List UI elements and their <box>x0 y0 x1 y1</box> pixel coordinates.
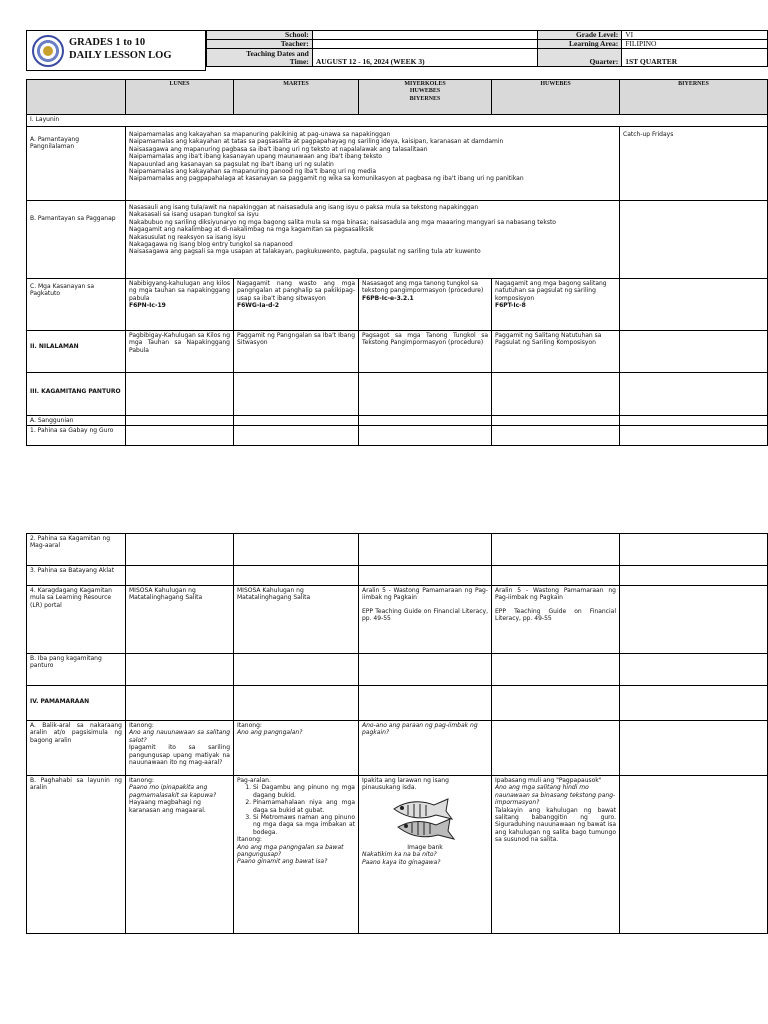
content-standard-line: Naipamamalas ang kakayahan at tatas sa pagsasalita at pagpapahayag ng sariling ideya, kaisipan, karanasan at damdamin <box>129 138 504 146</box>
lr-portal-miyerkoles-aralin: Aralin 5 - Wastong Pamamaraan ng Pag-iimbak ng Pagkain <box>362 587 488 602</box>
nilalaman-huwebes: Paggamit ng Salitang Natutuhan sa Pagsulat ng Sariling Komposisyon <box>492 331 620 373</box>
nilalaman-biyernes <box>620 331 768 373</box>
empty-cell <box>126 426 234 446</box>
kasanayan-biyernes <box>620 279 768 331</box>
empty-cell <box>492 566 620 586</box>
pamantayang-pangnilalaman-content <box>126 127 620 201</box>
day-header-row <box>27 80 768 115</box>
kasanayan-label: C. Mga Kasanayan sa Pagkatuto <box>27 279 126 331</box>
empty-cell <box>126 686 234 721</box>
content-standard-line: Naipamamalas ang kakayahan sa mapanuring pakikinig at pag-unawa sa napakinggan <box>129 131 391 138</box>
empty-cell <box>359 654 492 686</box>
gabay-ng-guro-label: 1. Pahina sa Gabay ng Guro <box>27 426 126 446</box>
kasanayan-miyerkoles-code: F6PB-Ic-e-3.2.1 <box>362 294 414 302</box>
empty-cell <box>126 534 234 566</box>
grade-level-value: VI <box>622 31 768 40</box>
kasanayan-lunes-text: Nabibigyang-kahulugan ang kilos ng mga tauhan sa napakinggang pabula <box>129 280 230 302</box>
empty-cell <box>234 426 359 446</box>
nilalaman-martes: Paggamit ng Pangngalan sa Iba't Ibang Sitwasyon <box>234 331 359 373</box>
pamamaraan-row <box>27 686 768 721</box>
kasanayan-martes <box>234 279 359 331</box>
empty-cell <box>492 373 620 416</box>
pamantayang-pangnilalaman-row <box>27 127 768 201</box>
iba-pang-kagamitan-label: B. Iba pang kagamitang panturo <box>27 654 126 686</box>
deped-seal-icon <box>32 35 64 67</box>
empty-cell <box>234 566 359 586</box>
list-item: 3. Si Metromaws naman ang pinuno ng mga daga sa mga imbakan at bodega. <box>253 814 355 836</box>
teacher-label: Teacher: <box>207 40 313 49</box>
lr-portal-martes: MISOSA Kahulugan ng Matatalinghagang Salita <box>234 586 359 654</box>
content-standard-line: Napauunlad ang kasanayan sa pagsulat ng iba't ibang uri ng sulatin <box>129 160 334 168</box>
paghahabi-row <box>27 776 768 934</box>
pamantayan-sa-pagganap-friday <box>620 201 768 279</box>
kasanayan-huwebes-code: F6PT-Ic-8 <box>495 302 526 310</box>
paghahabi-martes-question-2: Paano ginamit ang bawat isa? <box>237 858 328 866</box>
teacher-value <box>312 40 538 49</box>
paghahabi-miyerkoles <box>359 776 492 934</box>
pamantayang-pangnilalaman-label: A. Pamantayang Pangnilalaman <box>27 127 126 201</box>
performance-standard-line: Nasasauli ang isang tula/awit na napakinggan at naisasadula ang isang isyu o paksa mula sa tekstong napakinggan <box>129 204 479 211</box>
batayang-aklat-row <box>27 566 768 586</box>
paghahabi-miyerkoles-question-1: Nakatikim ka na ba nito? <box>362 851 437 859</box>
paghahabi-martes-list <box>237 784 355 836</box>
paghahabi-martes-itanong: Itanong: <box>237 836 262 844</box>
col-miyerkoles <box>359 80 492 115</box>
empty-cell <box>492 686 620 721</box>
balik-aral-row <box>27 721 768 776</box>
layunin-label: I. Layunin <box>27 115 768 127</box>
pamamaraan-label: IV. PAMAMARAAN <box>27 686 126 721</box>
empty-cell <box>620 416 768 426</box>
performance-standard-line: Nakagagawa ng isang blog entry tungkol sa napanood <box>129 241 293 249</box>
lr-portal-miyerkoles <box>359 586 492 654</box>
empty-cell <box>234 416 359 426</box>
empty-cell <box>126 654 234 686</box>
batayang-aklat-label: 3. Pahina sa Batayang Aklat <box>27 566 126 586</box>
kasanayan-huwebes <box>492 279 620 331</box>
kasanayan-huwebes-text: Nagagamit ang mga bagong salitang natutuhan sa pagsulat ng sariling komposisyon <box>495 280 607 302</box>
empty-cell <box>126 416 234 426</box>
teaching-dates-label-line-1: Teaching Dates and <box>246 48 309 58</box>
nilalaman-lunes: Pagbibigay-Kahulugan sa Kilos ng mga Tauhan sa Napakinggang Pabula <box>126 331 234 373</box>
kagamitang-panturo-row <box>27 373 768 416</box>
empty-cell <box>359 373 492 416</box>
empty-cell <box>620 426 768 446</box>
paghahabi-lunes-question: Paano mo ipinapakita ang pagmamalasakit sa kapuwa? <box>129 784 217 799</box>
col-miyerkoles-biyernes-label: BIYERNES <box>409 95 441 102</box>
empty-cell <box>620 373 768 416</box>
sanggunian-row <box>27 416 768 426</box>
performance-standard-line: Nagagamit ang nakalimbag at di-nakalimbag na mga kagamitan sa pagsasaliksik <box>129 226 374 234</box>
header-logo-block <box>26 30 206 71</box>
paghahabi-label: B. Paghahabi sa layunin ng aralin <box>27 776 126 934</box>
col-huwebes: HUWEBES <box>492 80 620 115</box>
header-info-table <box>206 30 768 67</box>
empty-cell <box>492 534 620 566</box>
content-standard-line: Naisasagawa ang mapanuring pagbasa sa iba't ibang uri ng teksto at napalalawak ang talasalitaan <box>129 145 428 153</box>
sanggunian-label: A. Sanggunian <box>27 416 126 426</box>
empty-cell <box>492 416 620 426</box>
empty-cell <box>620 566 768 586</box>
pamantayan-sa-pagganap-label: B. Pamantayan sa Pagganap <box>27 201 126 279</box>
content-standard-line: Naipamamalas ang kakayahan sa mapanuring panood ng iba't ibang uri ng media <box>129 168 377 176</box>
quarter-value: 1ST QUARTER <box>622 49 768 67</box>
nilalaman-row <box>27 331 768 373</box>
empty-cell <box>234 534 359 566</box>
balik-aral-lunes-itanong: Itanong: <box>129 722 154 729</box>
content-standard-line: Naipamamalas ang pagpapahalaga at kasanayan sa paggamit ng wika sa komunikasyon at pagbasa ng iba't ibang uri ng panitikan <box>129 175 524 183</box>
empty-cell <box>359 426 492 446</box>
paghahabi-miyerkoles-instruction: Ipakita ang larawan ng isang pinausukang isda. <box>362 777 449 792</box>
lr-portal-huwebes-aralin: Aralin 5 - Wastong Pamamaraan ng Pag-iimbak ng Pagkain <box>495 587 616 602</box>
empty-cell <box>126 373 234 416</box>
pamantayan-sa-pagganap-content <box>126 201 620 279</box>
col-miyerkoles-huwebes-label: HUWEBES <box>409 88 441 95</box>
nilalaman-miyerkoles: Pagsagot sa mga Tanong Tungkol sa Tekstong Pangimpormasyon (procedure) <box>359 331 492 373</box>
lr-portal-lunes: MISOSA Kahulugan ng Matatalinghagang Salita <box>126 586 234 654</box>
paghahabi-huwebes-discussion: Talakayin ang kahulugan ng bawat salitang babanggitin ng guro. Siguraduhing nauunawaan ng bawat isa ang kahulugan ng salita bago tumungo sa susunod na salita. <box>495 806 616 844</box>
school-value <box>312 31 538 40</box>
empty-cell <box>620 776 768 934</box>
empty-cell <box>492 654 620 686</box>
lr-portal-row <box>27 586 768 654</box>
paghahabi-martes-question-1: Ano ang mga pangngalan sa bawat pangungusap? <box>237 843 344 859</box>
empty-cell <box>492 721 620 776</box>
empty-cell <box>234 654 359 686</box>
title-line-1: GRADES 1 to 10 <box>69 37 146 48</box>
learning-area-value: FILIPINO <box>622 40 768 49</box>
kasanayan-row <box>27 279 768 331</box>
balik-aral-martes-itanong: Itanong: <box>237 722 262 729</box>
list-item: 2. Pinamamahalaan niya ang mga daga sa bukid at gubat. <box>253 799 355 814</box>
empty-cell <box>234 373 359 416</box>
kasanayan-miyerkoles-text: Nasasagot ang mga tanong tungkol sa tekstong pangimpormasyon (procedure) <box>362 280 484 295</box>
kagamitang-panturo-label: III. KAGAMITANG PANTURO <box>27 373 126 416</box>
lr-portal-huwebes <box>492 586 620 654</box>
header-blank-cell <box>27 80 126 115</box>
kasanayan-martes-text: Nagagamit nang wasto ang mga pangngalan at panghalip sa pakikipag-usap sa iba't ibang sitwasyon <box>237 280 355 302</box>
grade-level-label: Grade Level: <box>538 31 622 40</box>
performance-standard-line: Naisasagawa ang pagsali sa mga usapan at talakayan, pagkukuwento, pagtula, pagsulat ng sariling tula atr kuwento <box>129 248 481 256</box>
paghahabi-huwebes-question: Ano ang mga salitang hindi mo naunawaan sa binasang tekstong pang-impormasyon? <box>495 784 616 807</box>
balik-aral-lunes-question: Ano ang nauunawaan sa salitang salot? <box>129 729 230 744</box>
lesson-log-table-page-2 <box>26 533 768 934</box>
empty-cell <box>359 686 492 721</box>
balik-aral-lunes <box>126 721 234 776</box>
learning-area-label: Learning Area: <box>538 40 622 49</box>
school-label: School: <box>207 31 313 40</box>
teaching-dates-value: AUGUST 12 - 16, 2024 (WEEK 3) <box>312 49 538 67</box>
paghahabi-martes-pag-aralan: Pag-aralan. <box>237 777 271 784</box>
lr-portal-label: 4. Karagdagang Kagamitan mula sa Learning Resource (LR) portal <box>27 586 126 654</box>
empty-cell <box>620 686 768 721</box>
kasanayan-martes-code: F6WG-Ia-d-2 <box>237 302 280 310</box>
iba-pang-kagamitan-row <box>27 654 768 686</box>
lesson-log-table-page-1 <box>26 79 768 446</box>
empty-cell <box>359 534 492 566</box>
empty-cell <box>359 566 492 586</box>
performance-standard-line: Nakabubuo ng sariling diksiyunaryo ng mga bagong salita mula sa mga binasa; naisasadula ang mga maaaring mangyari sa nabasang teksto <box>129 218 556 226</box>
balik-aral-miyerkoles: Ano-ano ang paraan ng pag-iimbak ng pagkain? <box>359 721 492 776</box>
kagamitan-mag-aaral-label: 2. Pahina sa Kagamitan ng Mag-aaral <box>27 534 126 566</box>
empty-cell <box>620 534 768 566</box>
paghahabi-lunes-instruction: Hayaang magbahagi ng karanasan ang magaaral. <box>129 799 206 814</box>
nilalaman-label: II. NILALAMAN <box>27 331 126 373</box>
empty-cell <box>492 426 620 446</box>
col-martes: MARTES <box>234 80 359 115</box>
kagamitan-mag-aaral-row <box>27 534 768 566</box>
performance-standard-line: Nakasusulat ng reaksyon sa isang isyu <box>129 233 246 241</box>
kasanayan-miyerkoles <box>359 279 492 331</box>
image-bank-caption: Image bank <box>407 843 443 851</box>
paghahabi-huwebes-instruction: Ipabasang muli ang "Pagpapausok" <box>495 777 602 784</box>
content-standard-line: Naipamamalas ang iba't ibang kasanayan upang maunawaan ang iba't ibang teksto <box>129 153 383 161</box>
teaching-dates-label-line-2: Time: <box>289 56 309 66</box>
catch-up-fridays: Catch-up Fridays <box>620 127 768 201</box>
paghahabi-lunes-itanong: Itanong: <box>129 777 154 784</box>
header-title <box>69 36 172 62</box>
paghahabi-huwebes <box>492 776 620 934</box>
lr-portal-miyerkoles-epp: EPP Teaching Guide on Financial Literacy, pp. 49-55 <box>362 607 488 623</box>
lr-portal-huwebes-epp: EPP Teaching Guide on Financial Literacy, pp. 49-55 <box>495 607 616 623</box>
teaching-dates-label <box>207 49 313 67</box>
empty-cell <box>359 416 492 426</box>
empty-cell <box>620 654 768 686</box>
kasanayan-lunes-code: F6PN-Ic-19 <box>129 302 166 310</box>
balik-aral-lunes-instruction: Ipagamit ito sa sariling pangungusap upang matiyak na nauunawaan ito ng mag-aaral? <box>129 744 230 767</box>
smoked-fish-image <box>390 795 460 843</box>
title-line-2: DAILY LESSON LOG <box>69 50 172 61</box>
quarter-label: Quarter: <box>538 49 622 67</box>
layunin-row <box>27 115 768 127</box>
kasanayan-lunes <box>126 279 234 331</box>
pamantayan-sa-pagganap-row <box>27 201 768 279</box>
performance-standard-line: Nakasasali sa isang usapan tungkol sa isyu <box>129 211 259 219</box>
balik-aral-martes <box>234 721 359 776</box>
col-miyerkoles-label: MIYERKOLES <box>404 81 446 87</box>
gabay-ng-guro-row <box>27 426 768 446</box>
empty-cell <box>620 721 768 776</box>
paghahabi-martes <box>234 776 359 934</box>
empty-cell <box>620 586 768 654</box>
balik-aral-label: A. Balik-aral sa nakaraang aralin at/o pagsisimula ng bagong aralin <box>27 721 126 776</box>
empty-cell <box>234 686 359 721</box>
balik-aral-martes-question: Ano ang pangngalan? <box>237 729 303 737</box>
paghahabi-lunes <box>126 776 234 934</box>
col-biyernes: BIYERNES <box>620 80 768 115</box>
paghahabi-miyerkoles-question-2: Paano kaya ito ginagawa? <box>362 858 441 866</box>
list-item: 1. Si Dagambu ang pinuno ng mga dagang bukid. <box>253 784 355 799</box>
empty-cell <box>126 566 234 586</box>
col-lunes: LUNES <box>126 80 234 115</box>
